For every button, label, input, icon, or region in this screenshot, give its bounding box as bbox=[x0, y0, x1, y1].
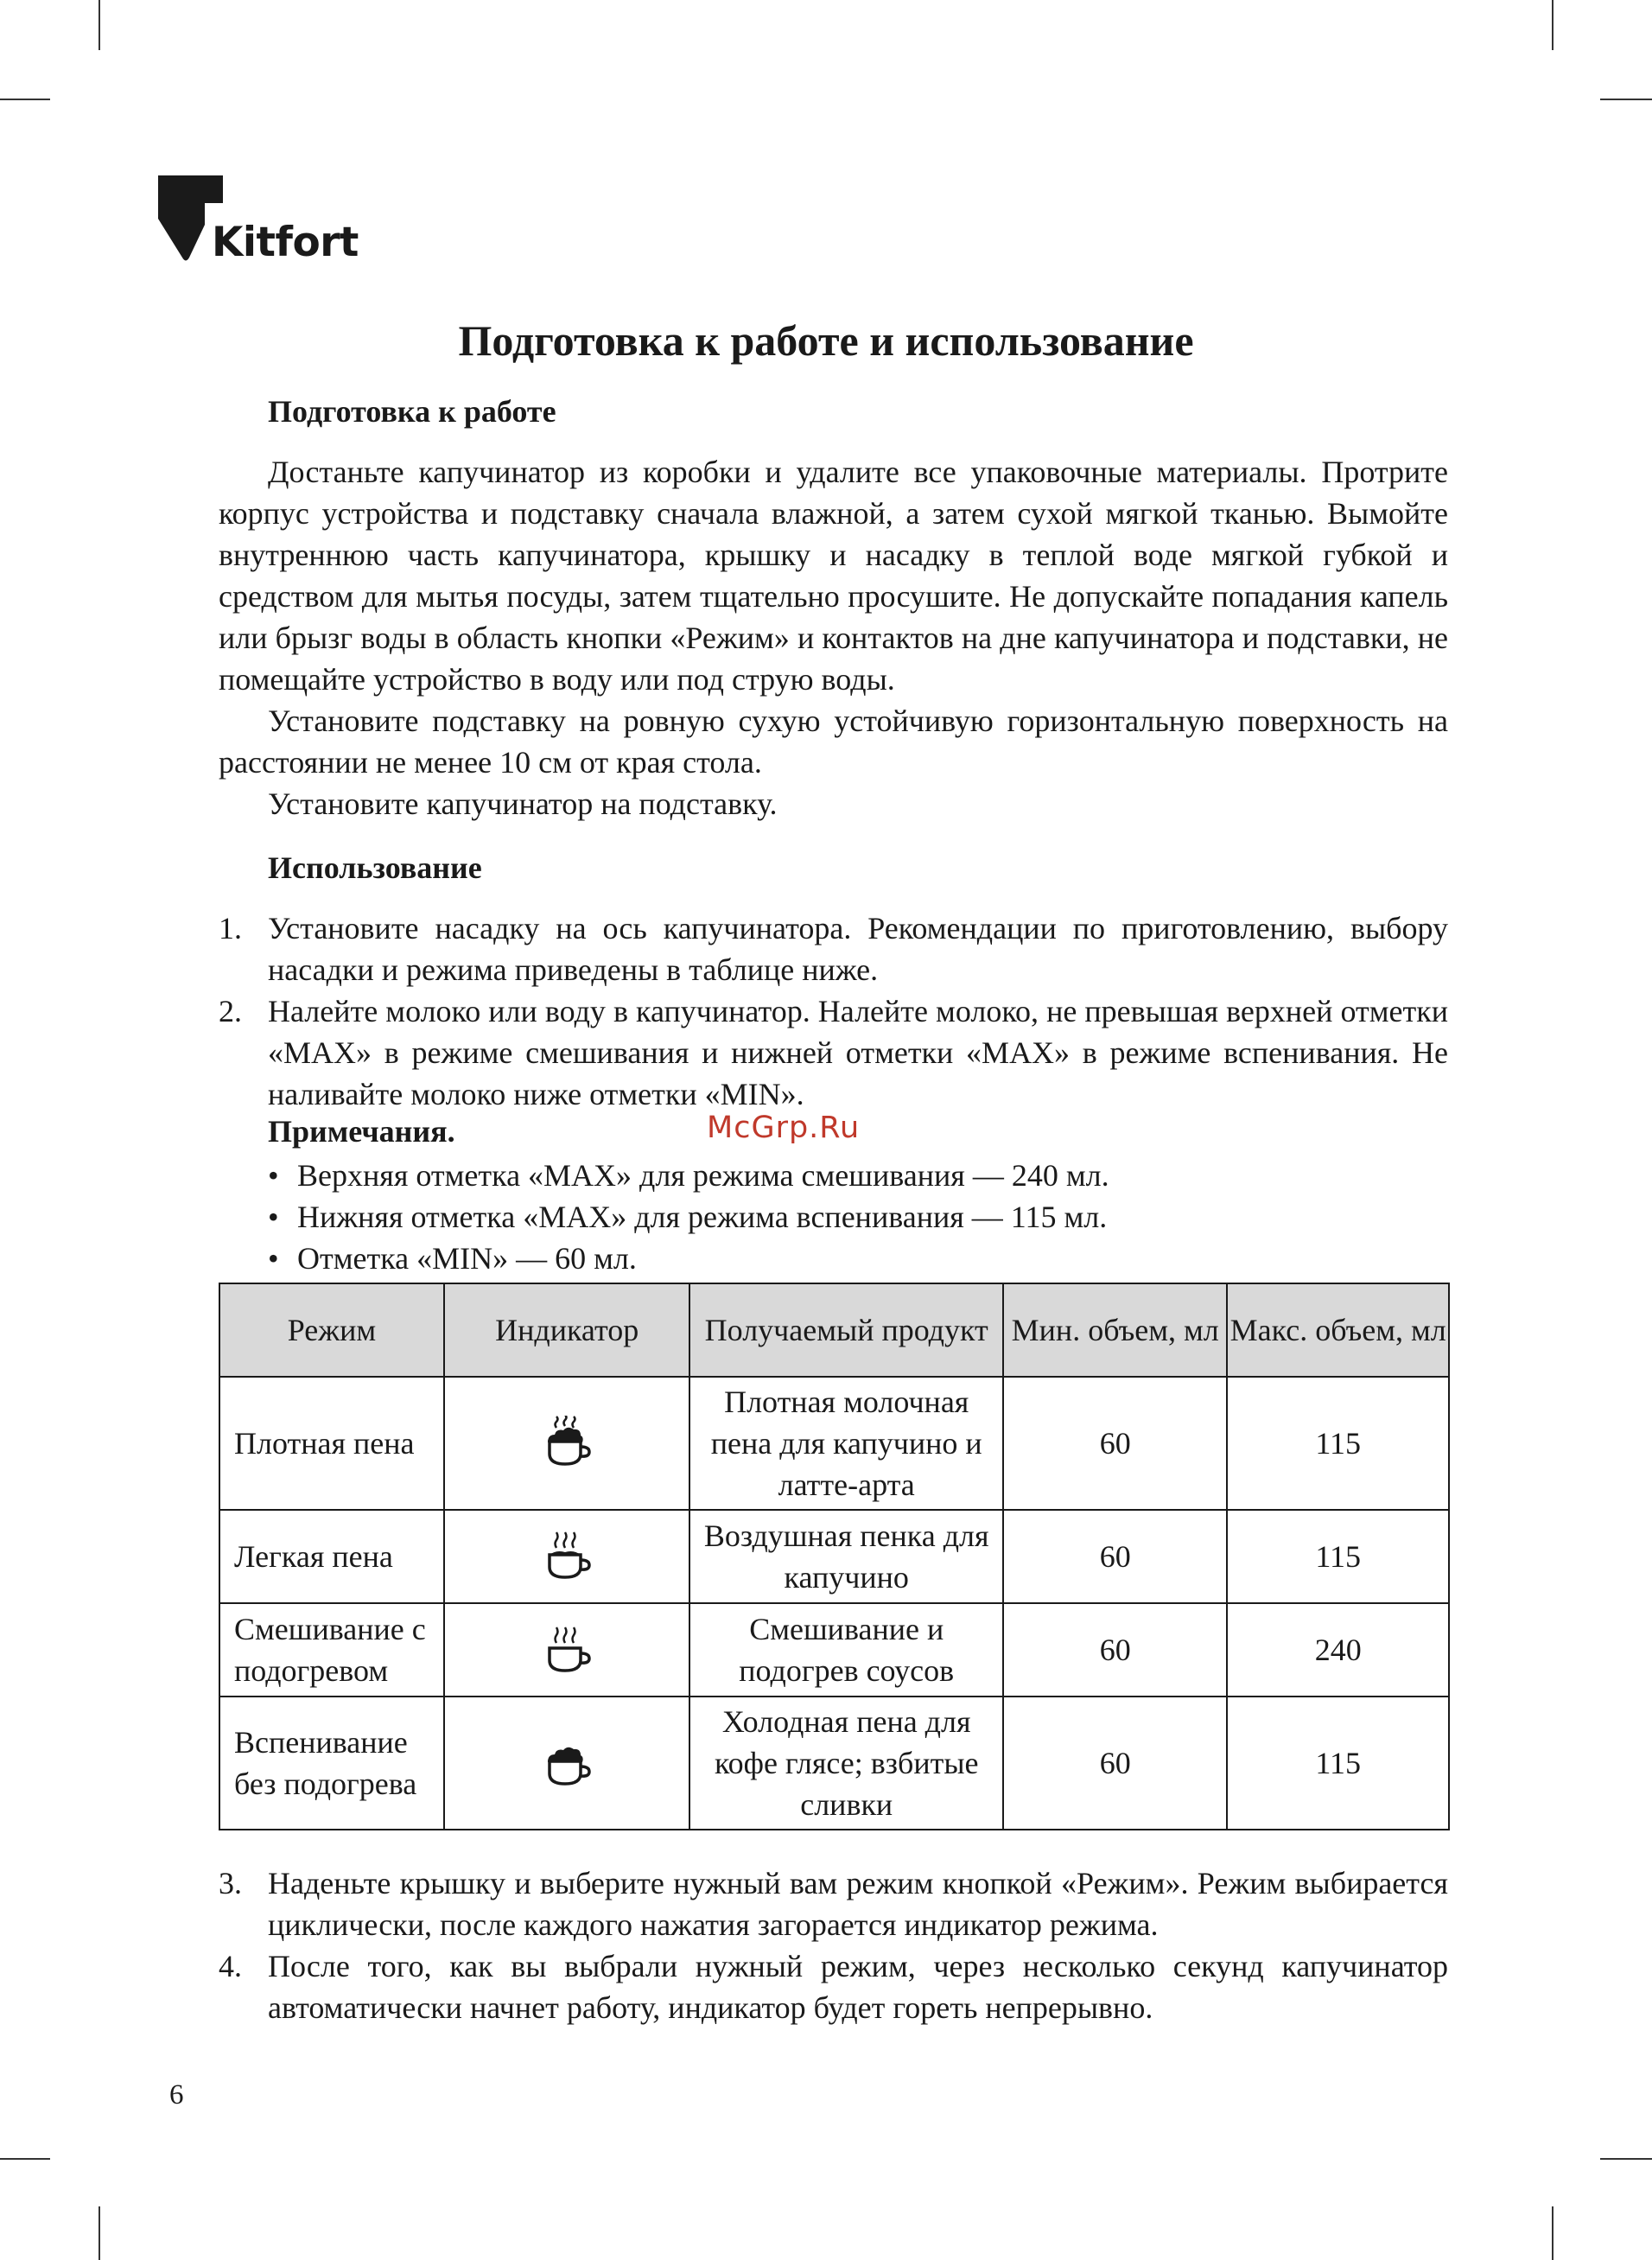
cell-indicator bbox=[444, 1603, 690, 1697]
kitfort-logo bbox=[158, 175, 365, 271]
cell-min: 60 bbox=[1003, 1603, 1228, 1697]
list-text: Налейте молоко или воду в капучинатор. Налейте молоко, не превышая верхней отметки «MAX» в режиме смешивания и нижней отметки «MAX» в режиме вспенивания. Не наливайте молоко ниже отметки «MIN». bbox=[268, 994, 1448, 1111]
header-mode: Режим bbox=[219, 1283, 444, 1377]
modes-table bbox=[219, 1283, 1450, 1830]
note-text: Верхняя отметка «MAX» для режима смешивания — 240 мл. bbox=[297, 1158, 1109, 1193]
paragraph: Установите капучинатор на подставку. bbox=[268, 786, 778, 821]
bullet-icon: • bbox=[268, 1241, 279, 1276]
note-text: Отметка «MIN» — 60 мл. bbox=[297, 1241, 637, 1276]
cell-min: 60 bbox=[1003, 1510, 1228, 1603]
paragraph: Установите подставку на ровную сухую устойчивую горизонтальную поверхность на расстоянии не менее 10 см от края стола. bbox=[219, 703, 1448, 780]
list-number: 3. bbox=[219, 1866, 242, 1900]
page-title: Подготовка к работе и использование bbox=[458, 316, 1194, 365]
cell-product: Воздушная пенка для капучино bbox=[689, 1510, 1002, 1603]
list-number: 4. bbox=[219, 1949, 242, 1983]
header-min-volume: Мин. объем, мл bbox=[1003, 1283, 1228, 1377]
header-product: Получаемый продукт bbox=[689, 1283, 1002, 1377]
list-text: Установите насадку на ось капучинатора. Рекомендации по приготовлению, выбору насадки и режима приведены в таблице ниже. bbox=[268, 911, 1448, 987]
cell-indicator bbox=[444, 1510, 690, 1603]
cell-product: Плотная молочная пена для капучино и латте-арта bbox=[689, 1377, 1002, 1510]
cell-max: 115 bbox=[1227, 1697, 1449, 1830]
cell-max: 240 bbox=[1227, 1603, 1449, 1697]
crop-mark bbox=[0, 2158, 50, 2160]
list-text: После того, как вы выбрали нужный режим, через несколько секунд капучинатор автоматически начнет работу, индикатор будет гореть непрерывно. bbox=[268, 1949, 1448, 2025]
header-indicator: Индикатор bbox=[444, 1283, 690, 1377]
page-number: 6 bbox=[169, 2079, 184, 2110]
table-row bbox=[219, 1697, 1449, 1830]
cell-min: 60 bbox=[1003, 1697, 1228, 1830]
cell-indicator bbox=[444, 1377, 690, 1510]
note-item bbox=[268, 1155, 1109, 1196]
note-item bbox=[268, 1196, 1107, 1238]
note-item bbox=[268, 1238, 637, 1279]
heated-mix-cup-icon bbox=[539, 1622, 594, 1677]
note-text: Нижняя отметка «MAX» для режима вспенивания — 115 мл. bbox=[297, 1200, 1108, 1234]
crop-mark bbox=[1600, 2158, 1652, 2160]
table-row bbox=[219, 1377, 1449, 1510]
table-header-row bbox=[219, 1283, 1449, 1377]
cell-max: 115 bbox=[1227, 1377, 1449, 1510]
cell-mode: Плотная пена bbox=[219, 1377, 444, 1510]
crop-mark bbox=[98, 0, 100, 50]
crop-mark bbox=[98, 2206, 100, 2260]
bullet-icon: • bbox=[268, 1200, 279, 1234]
cold-foam-cup-icon bbox=[539, 1735, 594, 1791]
notes-title: Примечания. bbox=[268, 1114, 455, 1149]
section-heading-preparation: Подготовка к работе bbox=[268, 394, 556, 429]
cell-max: 115 bbox=[1227, 1510, 1449, 1603]
cell-product: Холодная пена для кофе глясе; взбитые сливки bbox=[689, 1697, 1002, 1830]
cell-mode: Смешивание с подогревом bbox=[219, 1603, 444, 1697]
header-max-volume: Макс. объем, мл bbox=[1227, 1283, 1449, 1377]
logo-wordmark: Kitfort bbox=[212, 219, 359, 266]
cell-mode: Легкая пена bbox=[219, 1510, 444, 1603]
cell-product: Смешивание и подогрев соусов bbox=[689, 1603, 1002, 1697]
list-number: 1. bbox=[219, 911, 242, 945]
table-row bbox=[219, 1510, 1449, 1603]
paragraph: Достаньте капучинатор из коробки и удалите все упаковочные материалы. Протрите корпус устройства и подставку сначала влажной, а затем сухой мягкой тканью. Вымойте внутреннюю часть капучинатора, крышку и насадку в теплой воде мягкой губкой и средством для мытья посуды, затем тщательно просушите. Не допускайте попадания капель или брызг воды в область кнопки «Режим» и контактов на дне капучинатора и подставки, не помещайте устройство в воду или под струю воды. bbox=[219, 455, 1448, 697]
cell-indicator bbox=[444, 1697, 690, 1830]
watermark: McGrp.Ru bbox=[707, 1111, 861, 1145]
cell-mode: Вспенивание без подогрева bbox=[219, 1697, 444, 1830]
crop-mark bbox=[1552, 0, 1554, 50]
cell-min: 60 bbox=[1003, 1377, 1228, 1510]
light-foam-cup-icon bbox=[539, 1529, 594, 1584]
crop-mark bbox=[0, 99, 50, 100]
crop-mark bbox=[1552, 2206, 1554, 2260]
crop-mark bbox=[1600, 99, 1652, 100]
bullet-icon: • bbox=[268, 1158, 279, 1193]
list-text: Наденьте крышку и выберите нужный вам режим кнопкой «Режим». Режим выбирается циклически, после каждого нажатия загорается индикатор режима. bbox=[268, 1866, 1448, 1942]
list-number: 2. bbox=[219, 994, 242, 1028]
dense-foam-cup-icon bbox=[539, 1416, 594, 1471]
table-row bbox=[219, 1603, 1449, 1697]
section-heading-usage: Использование bbox=[268, 850, 482, 885]
